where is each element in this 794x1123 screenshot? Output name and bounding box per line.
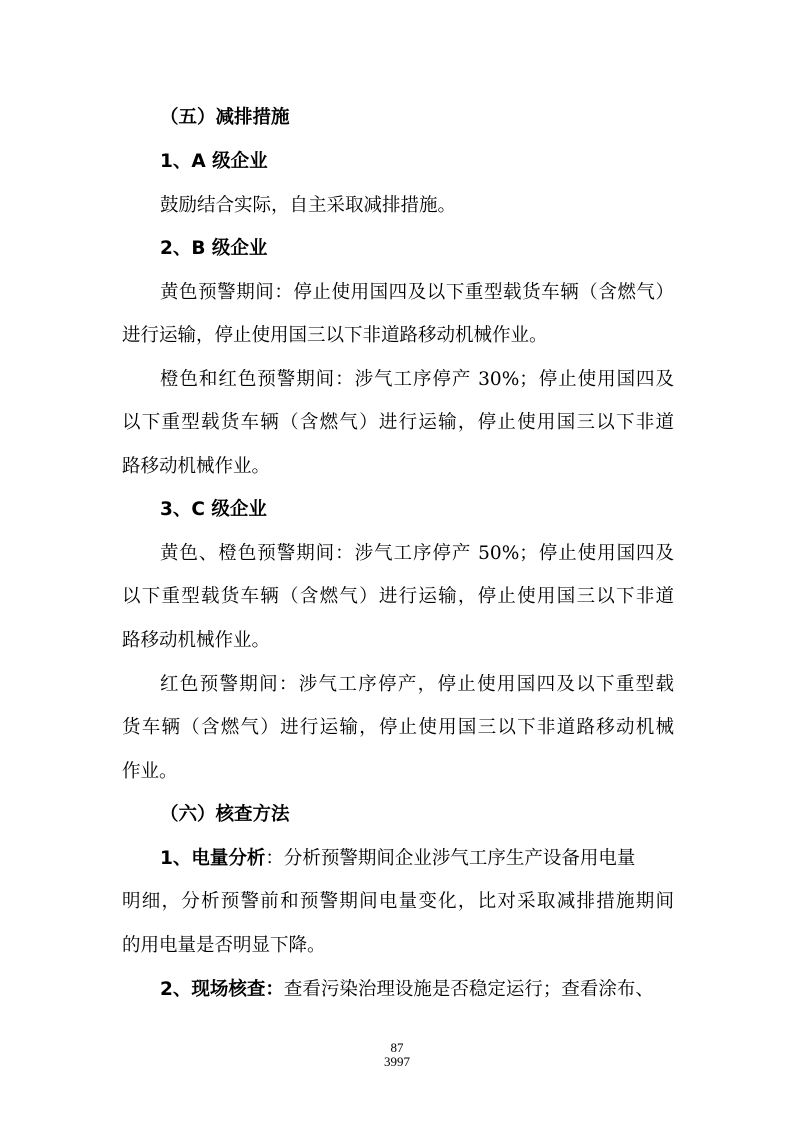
method-1-line-1 xyxy=(160,847,674,871)
method-1-text-1: ：分析预警期间企业涉气工序生产设备用电量 xyxy=(265,848,636,869)
c-level-heading: 3、C 级企业 xyxy=(160,499,267,520)
b-yellow-line-2: 进行运输，停止使用国三以下非道路移动机械作业。 xyxy=(122,325,548,346)
b-orange-line-1: 橙色和红色预警期间：涉气工序停产 30%；停止使用国四及 xyxy=(160,369,674,390)
section-5-heading: （五）减排措施 xyxy=(160,107,290,128)
b-orange-line-2: 以下重型载货车辆（含燃气）进行运输，停止使用国三以下非道 xyxy=(122,412,674,433)
method-2-line-1 xyxy=(160,978,674,1002)
section-6-heading: （六）核查方法 xyxy=(160,804,290,825)
total-page-number: 3997 xyxy=(384,1054,410,1069)
c-red-line-1: 红色预警期间：涉气工序停产，停止使用国四及以下重型载 xyxy=(160,674,674,695)
method-1-line-3: 的用电量是否明显下降。 xyxy=(122,935,326,956)
b-level-heading: 2、B 级企业 xyxy=(160,238,268,259)
a-level-heading: 1、A 级企业 xyxy=(160,151,268,172)
method-1-line-2: 明细，分析预警前和预警期间电量变化，比对采取减排措施期间 xyxy=(122,891,674,912)
b-yellow-line-1: 黄色预警期间：停止使用国四及以下重型载货车辆（含燃气） xyxy=(160,282,674,303)
b-orange-line-3: 路移动机械作业。 xyxy=(122,456,271,477)
a-level-text: 鼓励结合实际，自主采取减排措施。 xyxy=(160,195,457,216)
c-yellow-line-1: 黄色、橙色预警期间：涉气工序停产 50%；停止使用国四及 xyxy=(160,543,674,564)
c-yellow-line-2: 以下重型载货车辆（含燃气）进行运输，停止使用国三以下非道 xyxy=(122,586,674,607)
c-red-line-2: 货车辆（含燃气）进行运输，停止使用国三以下非道路移动机械 xyxy=(122,717,674,738)
method-2-text-1: 查看污染治理设施是否稳定运行；查看涂布、 xyxy=(283,979,654,1000)
c-yellow-line-3: 路移动机械作业。 xyxy=(122,630,271,651)
method-2-label: 2、现场核查： xyxy=(160,979,284,1000)
method-1-label: 1、电量分析 xyxy=(160,848,266,869)
c-red-line-3: 作业。 xyxy=(122,761,178,782)
page-number: 87 xyxy=(390,1040,404,1055)
